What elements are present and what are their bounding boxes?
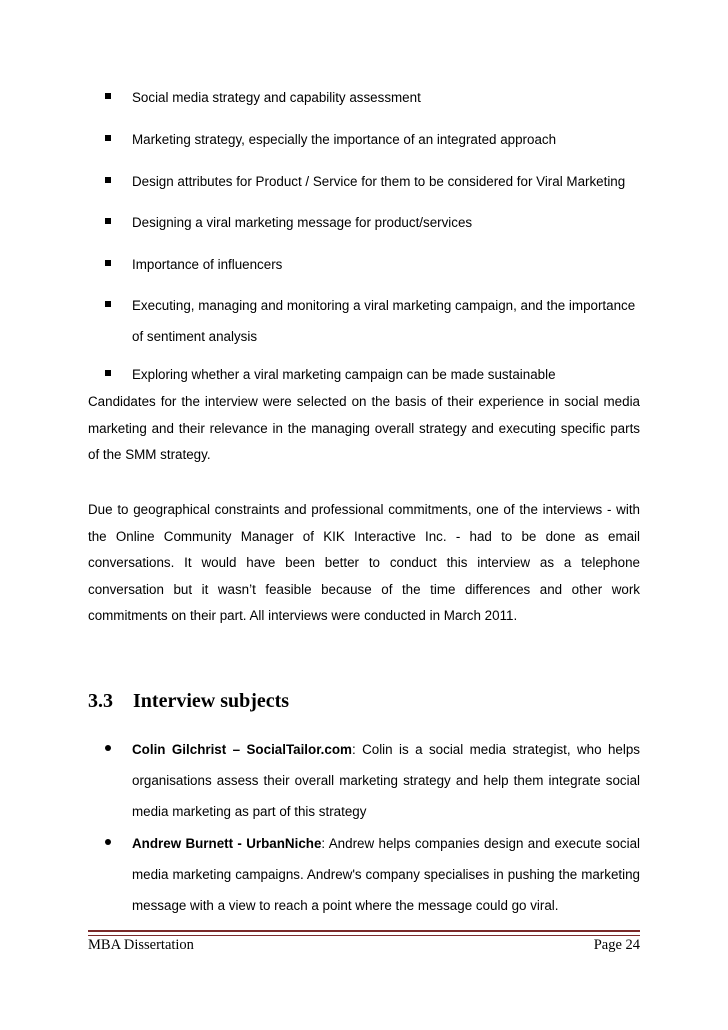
footer-page-number: Page 24: [593, 937, 640, 953]
list-item: [132, 124, 642, 155]
square-bullet-icon: [102, 359, 114, 390]
round-bullet-icon: [102, 734, 114, 765]
subject-description: : Andrew helps companies design and execute social media marketing campaigns. Andrew's company specialises in pushing the marketing message with a view to reach a point where the message could go viral.: [132, 836, 640, 913]
list-item-text: Executing, managing and monitoring a viral marketing campaign, and the importance of sentiment analysis: [132, 298, 636, 344]
list-item: [132, 828, 640, 921]
round-bullet-icon: [102, 828, 114, 859]
subject-description: : Colin is a social media strategist, who helps organisations assess their overall marketing strategy and help them integrate social media marketing as part of this strategy: [132, 742, 640, 819]
list-item: [132, 290, 642, 352]
list-item-text: Social media strategy and capability assessment: [132, 90, 421, 105]
square-bullet-icon: [102, 249, 114, 280]
list-item-text: Design attributes for Product / Service for them to be considered for Viral Marketing: [132, 174, 626, 189]
list-item-text: Marketing strategy, especially the importance of an integrated approach: [132, 132, 557, 147]
list-item: [132, 166, 642, 197]
list-item-text: Designing a viral marketing message for product/services: [132, 215, 473, 230]
square-bullet-icon: [102, 82, 114, 113]
section-heading: [88, 690, 289, 713]
subject-name: Andrew Burnett - UrbanNiche: [132, 836, 322, 851]
list-item: [132, 359, 642, 390]
square-bullet-icon: [102, 290, 114, 321]
list-item: [132, 207, 642, 238]
subject-name: Colin Gilchrist – SocialTailor.com: [132, 742, 352, 757]
square-bullet-icon: [102, 124, 114, 155]
body-paragraph: Due to geographical constraints and professional commitments, one of the interviews - with the Online Community Manager of KIK Interactive Inc. - had to be done as email conversations. It would have been better to conduct this interview as a telephone conversation but it wasn’t feasible because of the time differences and other work commitments on their part. All interviews were conducted in March 2011.: [88, 502, 640, 623]
list-item-text: Importance of influencers: [132, 257, 283, 272]
section-number: 3.3: [88, 690, 113, 712]
list-item: [132, 82, 642, 113]
footer-document-title: MBA Dissertation: [88, 937, 194, 953]
footer-divider: [88, 930, 640, 932]
square-bullet-icon: [102, 207, 114, 238]
body-paragraph: Candidates for the interview were selected on the basis of their experience in social media marketing and their relevance in the managing overall strategy and executing specific parts of the SMM strategy.: [88, 394, 640, 462]
square-bullet-icon: [102, 166, 114, 197]
list-item: [132, 249, 642, 280]
list-item: [132, 734, 640, 827]
section-title: Interview subjects: [133, 690, 290, 712]
footer-divider-thin: [88, 935, 640, 936]
list-item-text: Exploring whether a viral marketing campaign can be made sustainable: [132, 367, 556, 382]
